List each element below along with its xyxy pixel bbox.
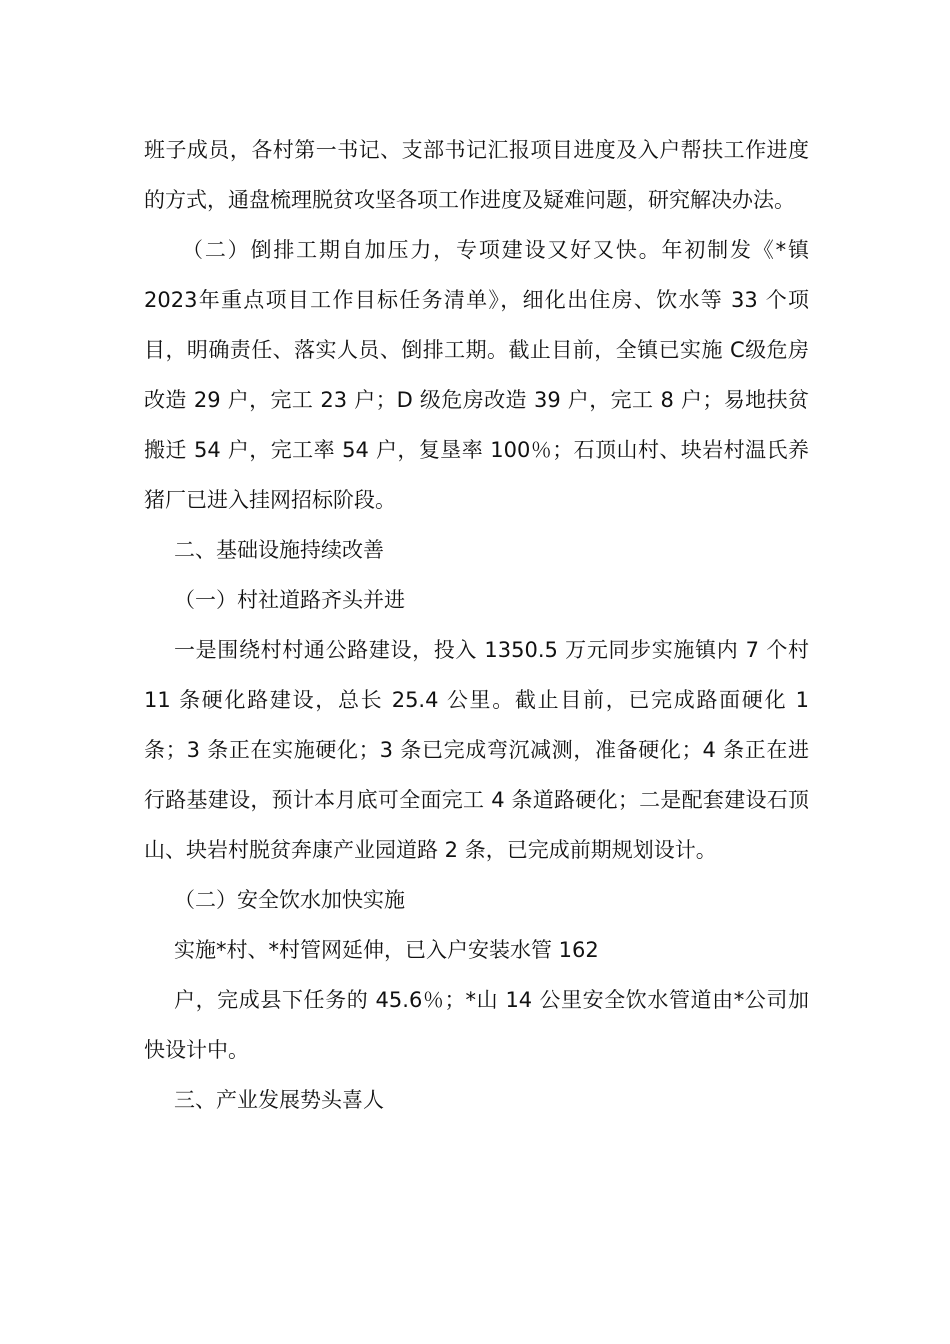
subsection-heading-roads: （一）村社道路齐头并进	[174, 588, 405, 612]
paragraph-water-line-2: 户，完成县下任务的 45.6％；*山 14 公里安全饮水管道由*公司加快设计中。	[144, 988, 809, 1062]
paragraph-continuation: 班子成员，各村第一书记、支部书记汇报项目进度及入户帮扶工作进度的方式，通盘梳理脱贫攻坚各项工作进度及疑难问题，研究解决办法。	[144, 138, 809, 212]
document-body	[144, 125, 809, 1125]
section-heading-infrastructure: 二、基础设施持续改善	[174, 538, 384, 562]
subsection-heading-water: （二）安全饮水加快实施	[174, 888, 405, 912]
section-heading-industry: 三、产业发展势头喜人	[174, 1088, 384, 1112]
paragraph-roads: 一是围绕村村通公路建设，投入 1350.5 万元同步实施镇内 7 个村 11 条硬化路建设，总长 25.4 公里。截止目前，已完成路面硬化 1 条；3 条正在实施硬化；3 条已完成弯沉减测，准备硬化；4 条正在进行路基建设，预计本月底可全面完工 4 条道路硬化；二是配套建设石顶山、块岩村脱贫奔康产业园道路 2 条，已完成前期规划设计。	[144, 638, 809, 862]
paragraph-water-line-1: 实施*村、*村管网延伸，已入户安装水管 162	[174, 938, 599, 962]
paragraph-project-schedule: （二）倒排工期自加压力，专项建设又好又快。年初制发《*镇2023年重点项目工作目标任务清单》，细化出住房、饮水等 33 个项目，明确责任、落实人员、倒排工期。截止目前，全镇已实施 C级危房改造 29 户，完工 23 户；D 级危房改造 39 户，完工 8 户；易地扶贫搬迁 54 户，完工率 54 户，复垦率 100％；石顶山村、块岩村温氏养猪厂已进入挂网招标阶段。	[144, 238, 809, 512]
